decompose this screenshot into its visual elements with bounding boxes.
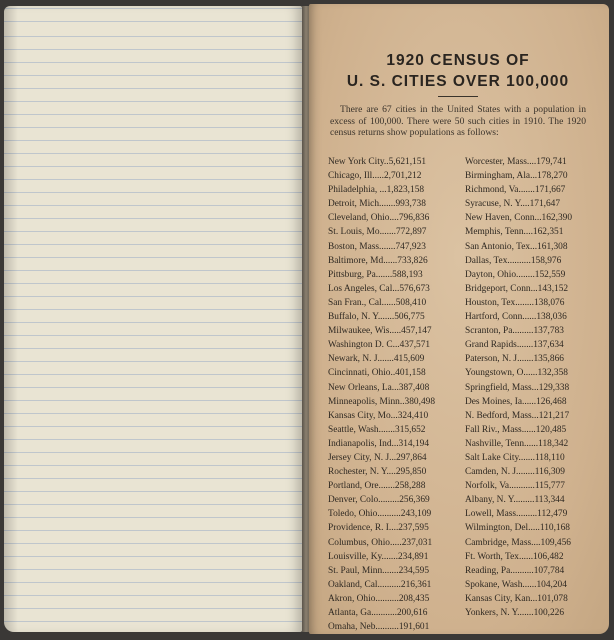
city-entry: Minneapolis, Minn..380,498 bbox=[328, 396, 436, 407]
city-entry: Dallas, Tex..........158,976 bbox=[465, 255, 562, 266]
city-entry: Des Moines, Ia......126,468 bbox=[465, 396, 567, 407]
city-entry: Pittsburg, Pa.......588,193 bbox=[328, 269, 423, 280]
city-entry: Lowell, Mass.........112,479 bbox=[465, 509, 568, 520]
city-entry: Bridgeport, Conn...143,152 bbox=[465, 283, 569, 294]
city-entry: St. Paul, Minn.......234,595 bbox=[328, 565, 430, 576]
city-entry: Ft. Worth, Tex......106,482 bbox=[465, 551, 564, 562]
city-entry: Kansas City, Kan...101,078 bbox=[465, 593, 568, 604]
city-entry: Albany, N. Y.........113,344 bbox=[465, 495, 565, 506]
city-entry: Rochester, N. Y....295,850 bbox=[328, 467, 427, 478]
city-entry: Grand Rapids.......137,634 bbox=[465, 340, 564, 351]
city-entry: Portland, Ore.......258,288 bbox=[328, 481, 426, 492]
city-entry: Cincinnati, Ohio..401,158 bbox=[328, 368, 426, 379]
city-entry: Richmond, Va.......171,667 bbox=[465, 185, 566, 196]
city-entry: Cleveland, Ohio....796,836 bbox=[328, 213, 430, 224]
city-entry: N. Bedford, Mass...121,217 bbox=[465, 410, 570, 421]
city-entry: Nashville, Tenn......118,342 bbox=[465, 438, 569, 449]
city-entry: Boston, Mass.......747,923 bbox=[328, 241, 426, 252]
city-entry: Hartford, Conn......138,036 bbox=[465, 312, 567, 323]
city-entry: Kansas City, Mo...324,410 bbox=[328, 410, 429, 421]
cities-column-right bbox=[465, 155, 603, 620]
city-entry: Norfolk, Va...........115,777 bbox=[465, 481, 565, 492]
title-divider bbox=[438, 96, 478, 97]
city-entry: Atlanta, Ga...........200,616 bbox=[328, 608, 428, 618]
page-title-line1: 1920 CENSUS OF bbox=[386, 52, 530, 69]
city-entry: Philadelphia, ...1,823,158 bbox=[328, 185, 425, 196]
city-entry: Camden, N. J........116,309 bbox=[465, 467, 565, 478]
city-entry: Toledo, Ohio..........243,109 bbox=[328, 509, 432, 520]
city-entry: New Orleans, La...387,408 bbox=[328, 382, 430, 393]
city-entry: Salt Lake City.......118,110 bbox=[465, 452, 565, 463]
lined-blank-page bbox=[4, 6, 302, 632]
cities-column-left bbox=[328, 155, 466, 634]
city-entry: Louisville, Ky.......234,891 bbox=[328, 551, 429, 562]
city-entry: Indianapolis, Ind...314,194 bbox=[328, 438, 430, 449]
city-entry: New Haven, Conn...162,390 bbox=[465, 213, 573, 224]
city-entry: Spokane, Wash......104,204 bbox=[465, 579, 567, 590]
city-entry: Milwaukee, Wis.....457,147 bbox=[328, 326, 432, 337]
city-entry: Denver, Colo.........256,369 bbox=[328, 495, 430, 506]
city-entry: Washington D. C...437,571 bbox=[328, 340, 431, 351]
city-entry: San Fran., Cal......508,410 bbox=[328, 297, 427, 308]
city-entry: Los Angeles, Cal...576,673 bbox=[328, 283, 430, 294]
city-entry: Columbus, Ohio.....237,031 bbox=[328, 537, 433, 548]
city-entry: Oakland, Cal..........216,361 bbox=[328, 579, 432, 590]
city-entry: Wilmington, Del.....110,168 bbox=[465, 523, 570, 534]
city-entry: Baltimore, Md......733,826 bbox=[328, 255, 428, 266]
city-entry: Fall Riv., Mass......120,485 bbox=[465, 424, 567, 435]
city-entry: St. Louis, Mo.......772,897 bbox=[328, 227, 427, 238]
city-entry: Scranton, Pa.........137,783 bbox=[465, 326, 564, 337]
city-entry: San Antonio, Tex...161,308 bbox=[465, 241, 568, 252]
city-entry: Cambridge, Mass....109,456 bbox=[465, 537, 571, 548]
city-entry: Yonkers, N. Y.......100,226 bbox=[465, 608, 565, 618]
city-entry: Detroit, Mich.......993,738 bbox=[328, 199, 426, 210]
city-entry: Paterson, N. J.......135,866 bbox=[465, 354, 564, 365]
city-entry: Akron, Ohio..........208,435 bbox=[328, 593, 430, 604]
city-entry: Seattle, Wash.......315,652 bbox=[328, 424, 426, 435]
city-entry: Buffalo, N. Y.......506,775 bbox=[328, 312, 425, 323]
city-entry: Omaha, Neb..........191,601 bbox=[328, 622, 430, 633]
city-entry: Syracuse, N. Y....171,647 bbox=[465, 199, 561, 210]
city-entry: Dayton, Ohio........152,559 bbox=[465, 269, 566, 280]
city-entry: Chicago, Ill.....2,701,212 bbox=[328, 171, 422, 182]
city-entry: Houston, Tex........138,076 bbox=[465, 297, 565, 308]
city-entry: Jersey City, N. J...297,864 bbox=[328, 452, 427, 463]
city-entry: Springfield, Mass...129,338 bbox=[465, 382, 570, 393]
city-entry: New York City..5,621,151 bbox=[328, 157, 427, 167]
city-entry: Birmingham, Ala...178,270 bbox=[465, 171, 568, 182]
intro-paragraph: There are 67 cities in the United States with a population in excess of 100,000. There were 50 such cities in 1910. The 1920 census returns show populations as follows: bbox=[330, 104, 586, 138]
city-entry: Memphis, Tenn....162,351 bbox=[465, 227, 564, 238]
city-entry: Newark, N. J.......415,609 bbox=[328, 354, 425, 365]
city-entry: Providence, R. I....237,595 bbox=[328, 523, 429, 534]
city-entry: Reading, Pa..........107,784 bbox=[465, 565, 565, 576]
city-entry: Youngstown, O......132,358 bbox=[465, 368, 568, 379]
page-title-line2: U. S. CITIES OVER 100,000 bbox=[346, 73, 570, 90]
city-entry: Worcester, Mass....179,741 bbox=[465, 157, 567, 167]
